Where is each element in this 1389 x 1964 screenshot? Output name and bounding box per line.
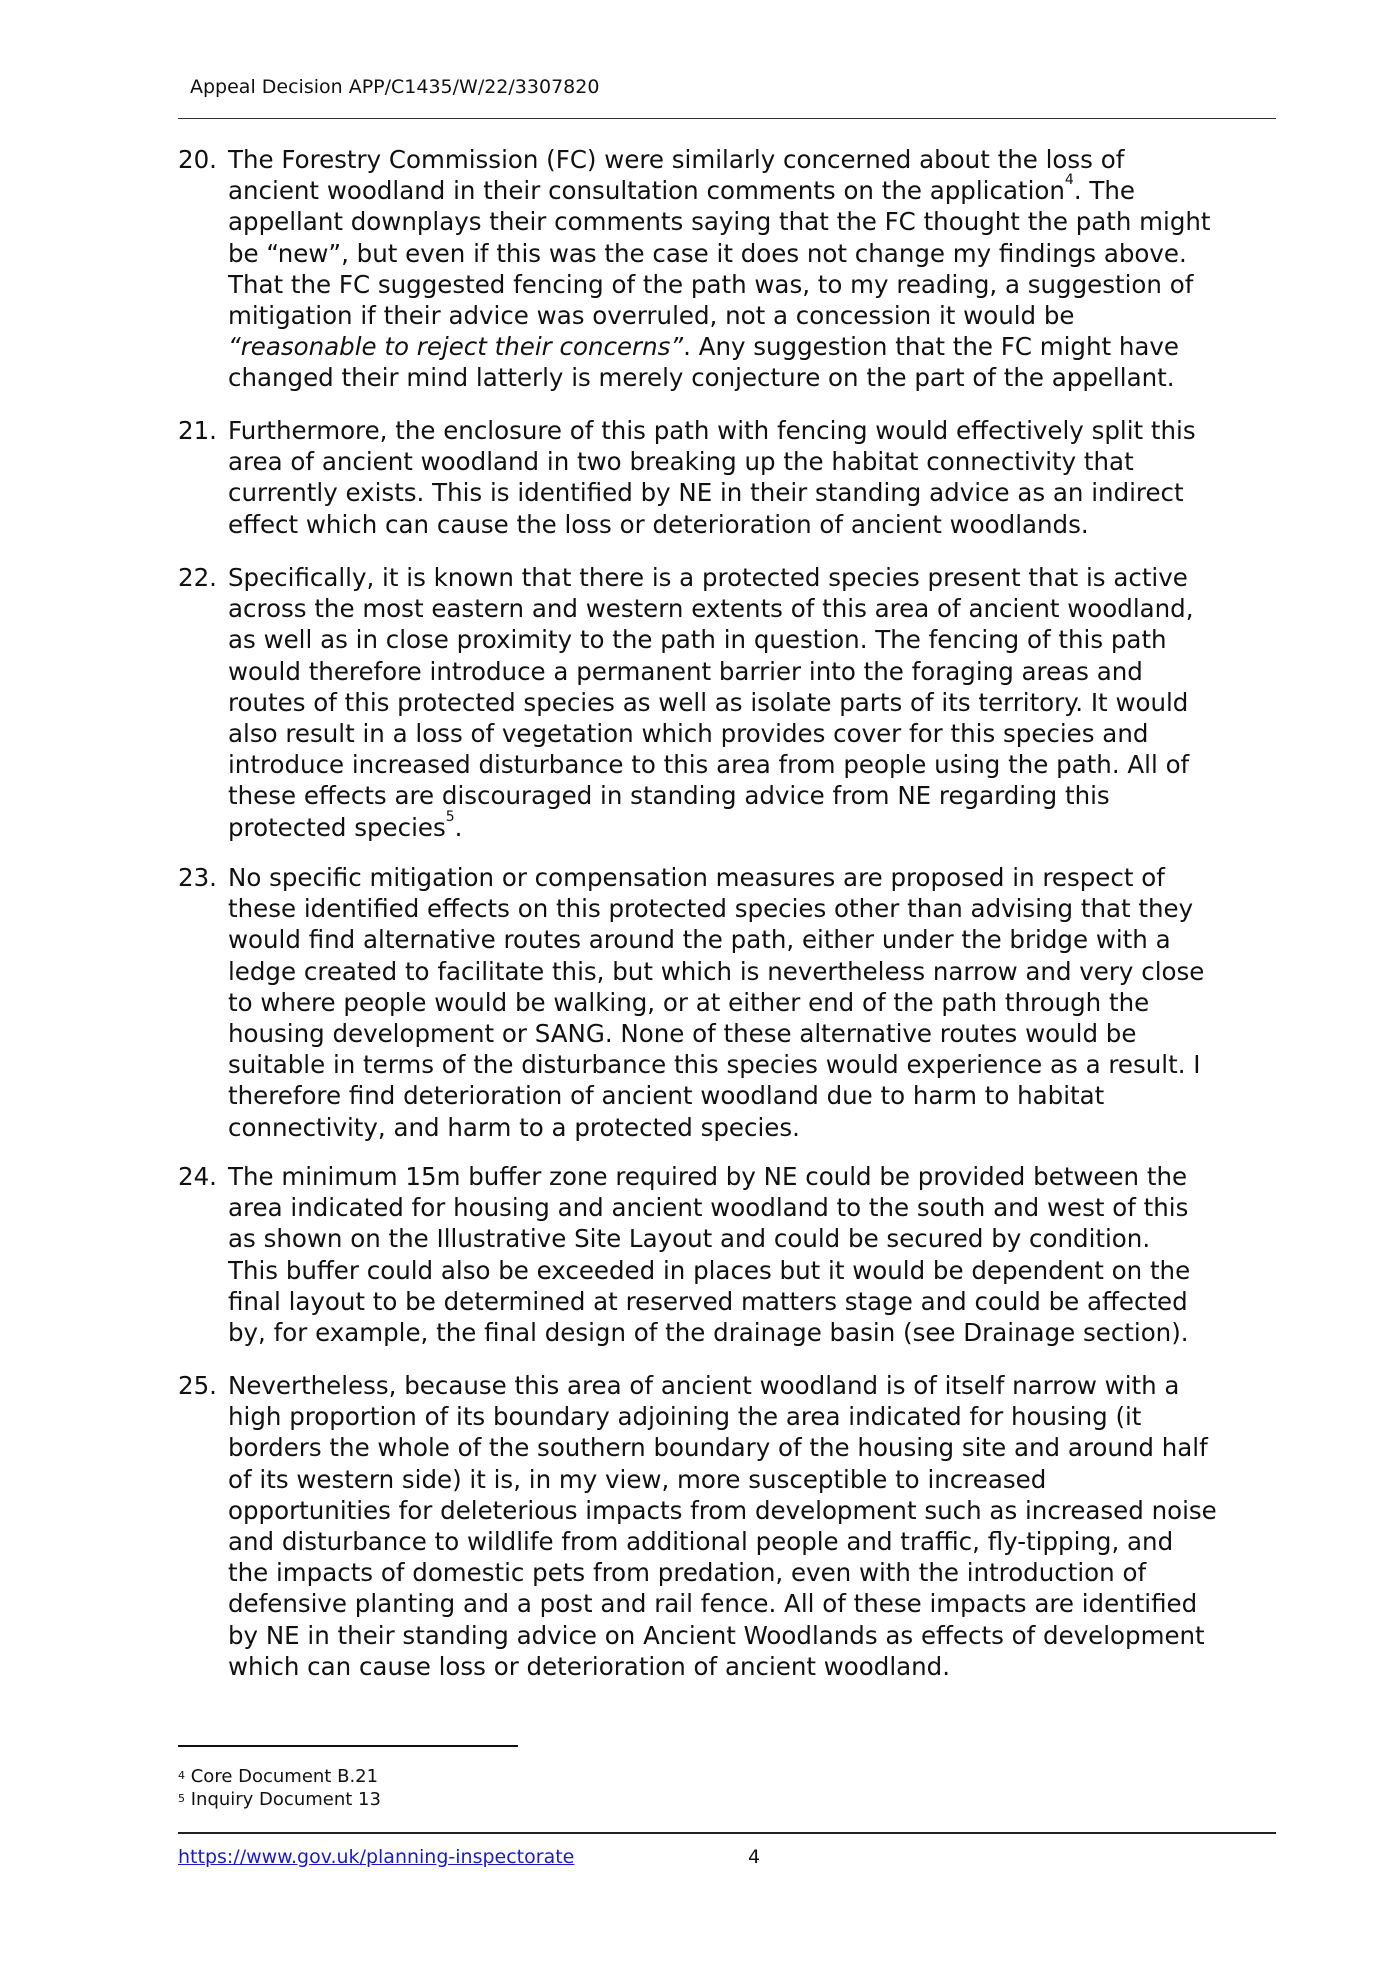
text-line: No specific mitigation or compensation measures are proposed in respect of [228, 863, 1165, 892]
text-line: changed their mind latterly is merely conjecture on the part of the appellant. [228, 363, 1175, 393]
text-line: appellant downplays their comments saying that the FC thought the path might [228, 207, 1211, 237]
text-line: these effects are discouraged in standing advice from NE regarding this [228, 781, 1110, 811]
footnote-ref-4[interactable]: 4 [1064, 172, 1074, 189]
text-line: routes of this protected species as well as isolate parts of its territory. It would [228, 687, 1189, 717]
paragraph-25 [178, 1370, 1288, 1682]
text-span: . Any suggestion that the FC might have [683, 332, 1179, 362]
text-span: . [454, 812, 463, 842]
text-line: area indicated for housing and ancient woodland to the south and west of this [228, 1193, 1189, 1223]
paragraph-20 [178, 144, 1288, 394]
text-line: introduce increased disturbance to this area from people using the path. All of [228, 750, 1190, 780]
footnote-divider [178, 1745, 518, 1747]
text-line: also result in a loss of vegetation which provides cover for this species and [228, 719, 1149, 749]
footnote-text: Inquiry Document 13 [190, 1789, 381, 1810]
header-divider [178, 118, 1276, 119]
footer-divider [178, 1832, 1276, 1834]
text-line: be “new”, but even if this was the case it does not change my findings above. [228, 238, 1187, 268]
footnote-4 [178, 1766, 378, 1788]
text-line: housing development or SANG. None of these alternative routes would be [228, 1019, 1137, 1049]
footnote-5 [178, 1789, 381, 1811]
text-line: final layout to be determined at reserved matters stage and could be affected [228, 1286, 1188, 1316]
italic-quote: “reasonable to reject their concerns” [228, 332, 684, 362]
text-line: mitigation if their advice was overruled, not a concession it would be [228, 301, 1075, 331]
text-line: as well as in close proximity to the path in question. The fencing of this path [228, 625, 1167, 655]
text-line: would therefore introduce a permanent barrier into the foraging areas and [228, 656, 1143, 686]
planning-inspectorate-link[interactable]: https://www.gov.uk/planning-inspectorate [178, 1846, 575, 1868]
text-line: Specifically, it is known that there is a protected species present that is active [228, 563, 1188, 592]
paragraph-21 [178, 415, 1288, 540]
text-line: by, for example, the final design of the drainage basin (see Drainage section). [228, 1318, 1189, 1348]
text-line: The minimum 15m buffer zone required by NE could be provided between the [228, 1162, 1188, 1191]
text-line: area of ancient woodland in two breaking up the habitat connectivity that [228, 447, 1134, 477]
paragraph-22 [178, 562, 1288, 843]
text-line: high proportion of its boundary adjoining the area indicated for housing (it [228, 1402, 1142, 1432]
text-line: borders the whole of the southern boundary of the housing site and around half [228, 1433, 1208, 1463]
page-number: 4 [748, 1846, 761, 1868]
text-line: of its western side) it is, in my view, more susceptible to increased [228, 1464, 1047, 1494]
text-line: effect which can cause the loss or deterioration of ancient woodlands. [228, 509, 1089, 539]
paragraph-23 [178, 862, 1288, 1143]
text-line: ledge created to facilitate this, but which is nevertheless narrow and very close [228, 956, 1205, 986]
text-line: across the most eastern and western extents of this area of ancient woodland, [228, 594, 1194, 624]
text-line: the impacts of domestic pets from predation, even with the introduction of [228, 1558, 1147, 1588]
footnote-marker: 5 [178, 1792, 185, 1805]
text-line: by NE in their standing advice on Ancient Woodlands as effects of development [228, 1620, 1205, 1650]
text-line: connectivity, and harm to a protected species. [228, 1112, 800, 1142]
text-line: and disturbance to wildlife from additional people and traffic, fly-tipping, and [228, 1527, 1174, 1557]
text-line: therefore find deterioration of ancient woodland due to harm to habitat [228, 1081, 1105, 1111]
paragraph-number: 25. [178, 1371, 217, 1400]
text-line: to where people would be walking, or at either end of the path through the [228, 987, 1150, 1017]
text-line: defensive planting and a post and rail fence. All of these impacts are identified [228, 1589, 1198, 1619]
text-line: This buffer could also be exceeded in places but it would be dependent on the [228, 1255, 1191, 1285]
footnote-marker: 4 [178, 1769, 185, 1782]
text-line: That the FC suggested fencing of the path was, to my reading, a suggestion of [228, 269, 1194, 299]
text-span: protected species [228, 812, 446, 842]
paragraph-number: 22. [178, 563, 217, 592]
text-line: Nevertheless, because this area of ancient woodland is of itself narrow with a [228, 1371, 1180, 1400]
text-line: would find alternative routes around the path, either under the bridge with a [228, 925, 1171, 955]
paragraph-number: 24. [178, 1162, 217, 1191]
paragraph-24 [178, 1161, 1288, 1348]
text-line [228, 172, 1288, 206]
paragraph-number: 23. [178, 863, 217, 892]
footnote-ref-5[interactable]: 5 [445, 808, 455, 825]
document-reference-title: Appeal Decision APP/C1435/W/22/3307820 [190, 76, 600, 98]
text-line: The Forestry Commission (FC) were similarly concerned about the loss of [228, 145, 1125, 174]
text-span: . The [1073, 176, 1135, 206]
text-line [228, 331, 1288, 362]
text-line: which can cause loss or deterioration of ancient woodland. [228, 1651, 951, 1681]
text-line: suitable in terms of the disturbance this species would experience as a result. I [228, 1050, 1201, 1080]
text-line: as shown on the Illustrative Site Layout and could be secured by condition. [228, 1224, 1151, 1254]
text-span: ancient woodland in their consultation comments on the application [228, 176, 1065, 206]
footnote-text: Core Document B.21 [190, 1766, 379, 1787]
paragraph-number: 21. [178, 416, 217, 445]
text-line: Furthermore, the enclosure of this path with fencing would effectively split this [228, 416, 1196, 445]
paragraph-number: 20. [178, 145, 217, 174]
text-line: opportunities for deleterious impacts from development such as increased noise [228, 1495, 1217, 1525]
text-line: currently exists. This is identified by NE in their standing advice as an indirect [228, 478, 1184, 508]
text-line [228, 808, 1288, 843]
text-line: these identified effects on this protected species other than advising that they [228, 894, 1194, 924]
